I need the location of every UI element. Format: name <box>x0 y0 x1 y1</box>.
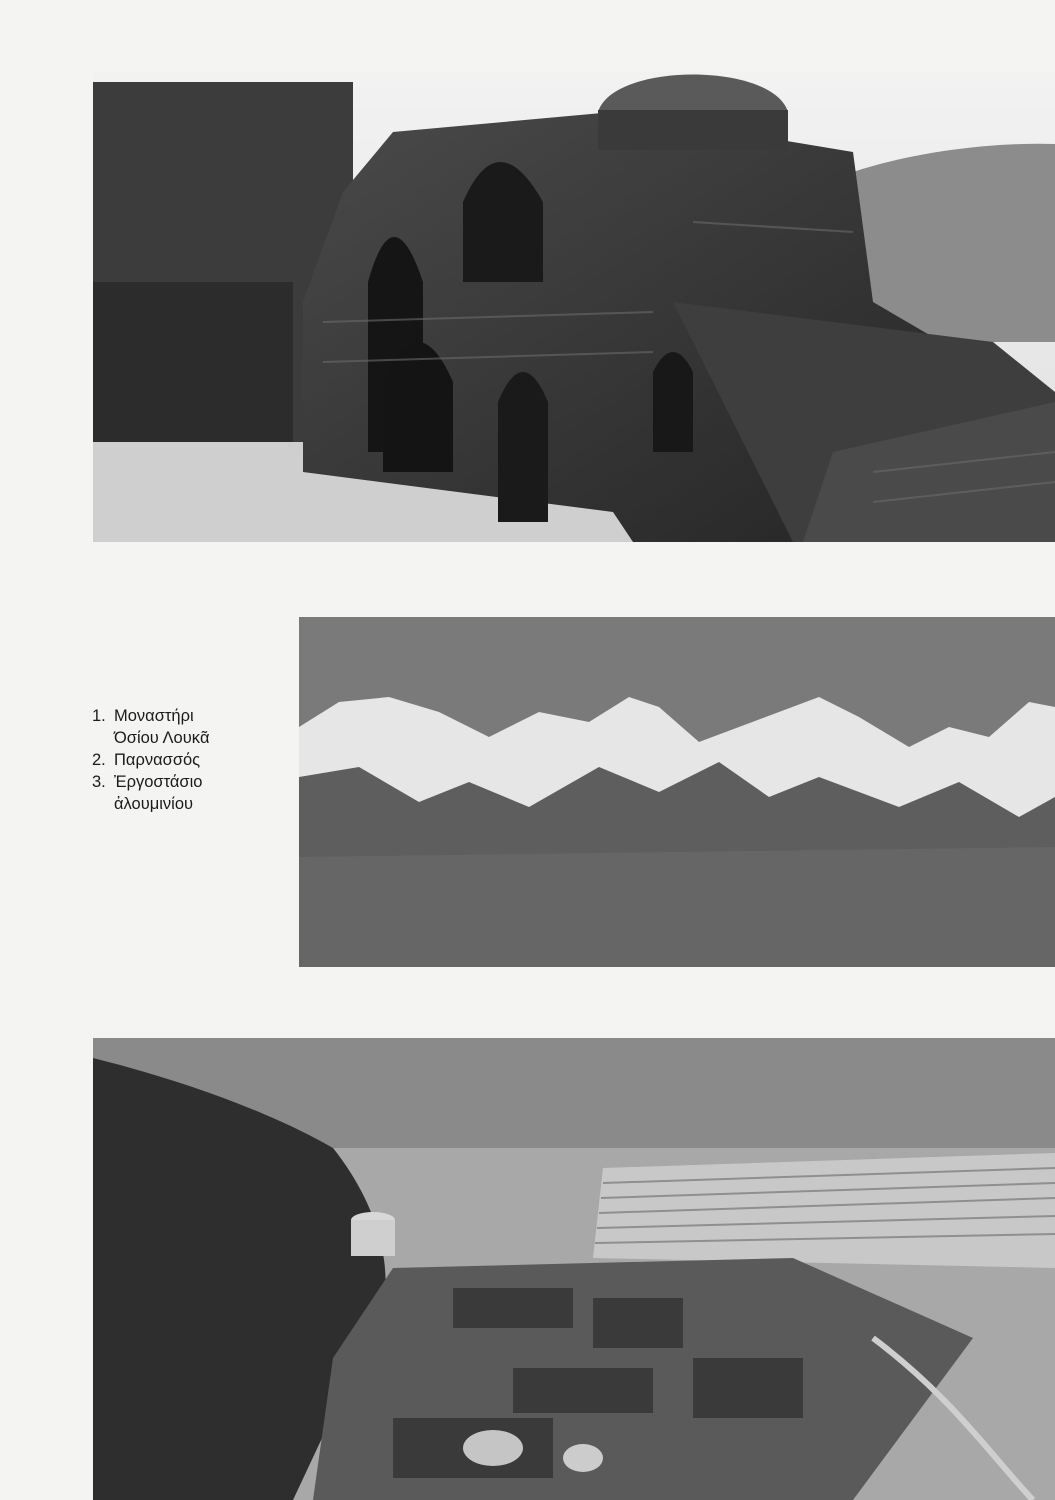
caption-2-number: 2. <box>92 751 106 769</box>
caption-3-line-1: Ἐργοστάσιο <box>114 773 203 791</box>
caption-1-line-2: Όσίου Λουκᾶ <box>114 729 210 747</box>
caption-3 <box>92 771 292 793</box>
caption-1-line-1: Μοναστήρι <box>114 707 194 725</box>
photo-captions <box>92 705 292 815</box>
caption-2-line-1: Παρνασσός <box>114 751 201 769</box>
parnassus-photo <box>299 617 1055 967</box>
caption-3-line-2: ἀλουμινίου <box>114 795 194 813</box>
caption-3-number: 3. <box>92 773 106 791</box>
aluminium-factory-photo <box>93 1038 1055 1500</box>
monastery-photo <box>93 72 1055 542</box>
caption-1 <box>92 705 292 727</box>
caption-2 <box>92 749 292 771</box>
caption-1-number: 1. <box>92 707 106 725</box>
